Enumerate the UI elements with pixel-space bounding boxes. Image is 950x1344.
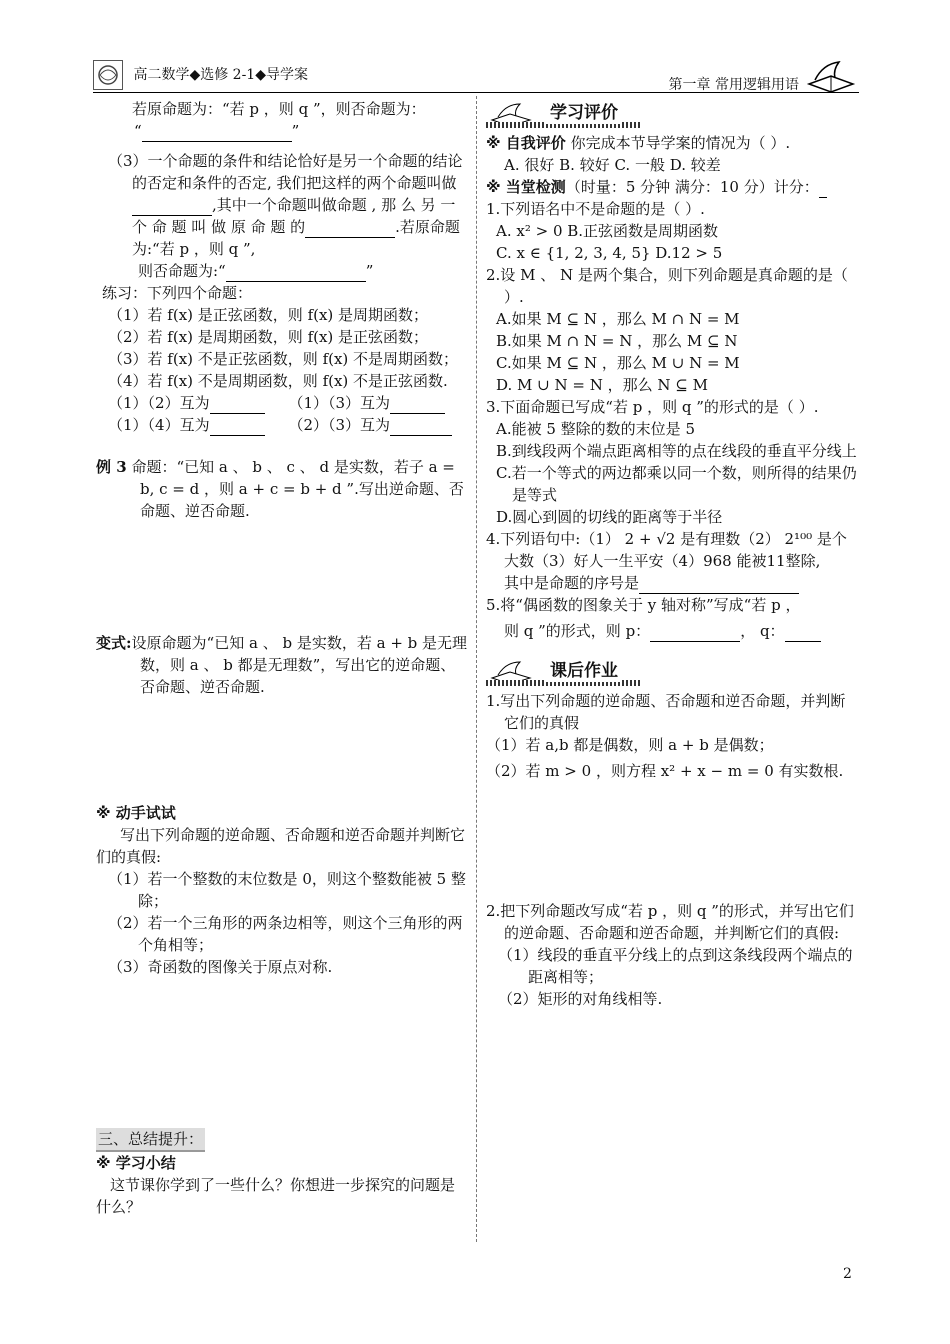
page-header <box>93 52 859 96</box>
option: D. M ∪ N = N ，那么 N ⊆ M <box>496 376 708 394</box>
practice-title: 练习：下列四个命题： <box>102 284 253 302</box>
self-options: A. 很好 B. 较好 C. 一般 D. 较差 <box>504 156 721 174</box>
header-title: 高二数学◆选修 2-1◆导学案 <box>133 67 308 83</box>
question: 2.设 M 、 N 是两个集合，则下列命题是真命题的是（ ）. <box>486 266 848 306</box>
question: 5.将“偶函数的图象关于 y 轴对称”写成“若 p ， <box>486 596 801 614</box>
option: B.如果 M ∩ N = N ，那么 M ⊆ N <box>496 332 738 350</box>
right-column <box>486 98 858 1010</box>
item-3: （3）一个命题的条件和结论恰好是另一个命题的结论的否定和条件的否定, 我们把这样的两个命题叫做,其中一个命题叫做命题 , 那 么 另 一 个 命 题 叫 做 原 命 题 的 .若原命题为:“若 p ，则 q ”, <box>108 152 463 258</box>
practice-item: （4）若 f(x) 不是周期函数，则 f(x) 不是正弦函数. <box>108 372 448 390</box>
text-line: 其中是命题的序号是 <box>486 572 858 594</box>
try-item: （3）奇函数的图像关于原点对称. <box>108 958 333 976</box>
page-number: 2 <box>843 1266 852 1282</box>
option: A. x² > 0 B.正弦函数是周期函数 <box>496 222 719 240</box>
homework-question: 1.写出下列命题的逆命题、否命题和逆否命题，并判断它们的真假 <box>486 692 846 732</box>
header-chapter: 第一章 常用逻辑用语 <box>668 77 799 93</box>
option: C.若一个等式的两边都乘以同一个数，则所得的结果仍是等式 <box>496 464 857 504</box>
check: ※ 当堂检测（时量：5 分钟 满分：10 分）计分： <box>486 176 858 198</box>
homework-item: （1）线段的垂直平分线上的点到这条线段两个端点的距离相等； <box>498 946 853 986</box>
example-3: 例 3 命题：“已知 a 、 b 、 c 、 d 是实数，若子 a = b, c = d ，则 a + c = b + d ”.写出逆命题、否命题、逆否命题. <box>96 458 464 520</box>
try-item: （1）若一个整数的末位数是 0，则这个整数能被 5 整除； <box>108 870 466 910</box>
text-line: 则 q ”的形式，则 p： ， q： <box>486 620 858 642</box>
option: A.能被 5 整除的数的末位是 5 <box>496 420 695 438</box>
summary-heading: 三、总结提升： <box>96 1128 468 1152</box>
text-line: 则否命题为:“ ” <box>138 262 374 280</box>
summary-title: ※ 学习小结 <box>96 1154 176 1172</box>
homework-banner: 课后作业 <box>486 660 858 688</box>
book-icon <box>805 58 857 94</box>
left-column <box>96 98 468 1218</box>
try-title: ※ 动手试试 <box>96 804 176 822</box>
relation-row: （1）（2）互为 （1）（3）互为 <box>96 392 468 414</box>
question: 3.下面命题已写成“若 p ，则 q ”的形式的是（ ）. <box>486 398 819 416</box>
practice-item: （2）若 f(x) 是周期函数，则 f(x) 是正弦函数； <box>108 328 429 346</box>
summary-text: 这节课你学到了一些什么？你想进一步探究的问题是什么？ <box>96 1176 456 1216</box>
try-item: （2）若一个三角形的两条边相等，则这个三角形的两个角相等； <box>108 914 463 954</box>
school-logo-icon <box>93 60 123 90</box>
eval-banner: 学习评价 <box>486 102 858 130</box>
homework-item: （2）若 m > 0 ，则方程 x² + x − m = 0 有实数根. <box>486 762 844 780</box>
option: A.如果 M ⊆ N ，那么 M ∩ N = M <box>496 310 740 328</box>
try-intro: 写出下列命题的逆命题、否命题和逆否命题并判断它们的真假: <box>96 826 466 866</box>
self-eval: ※ 自我评价 你完成本节导学案的情况为（ ）. <box>486 134 791 152</box>
homework-question: 2.把下列命题改写成“若 p ，则 q ”的形式，并写出它们的逆命题、否命题和逆否命题，并判断它们的真假: <box>486 902 854 942</box>
column-divider <box>476 96 477 1242</box>
practice-item: （3）若 f(x) 不是正弦函数，则 f(x) 不是周期函数； <box>108 350 459 368</box>
homework-item: （2）矩形的对角线相等. <box>498 990 663 1008</box>
option: C. x ∈ {1, 2, 3, 4, 5} D.12 > 5 <box>496 244 723 262</box>
header-left <box>93 60 308 90</box>
option: C.如果 M ⊆ N ，那么 M ∪ N = M <box>496 354 740 372</box>
option: B.到线段两个端点距离相等的点在线段的垂直平分线上 <box>496 442 857 460</box>
question: 4.下列语句中:（1） 2 + √2 是有理数（2） 2¹⁰⁰ 是个大数（3）好人一生平安（4）968 能被11整除, <box>486 530 847 570</box>
question: 1.下列语名中不是命题的是（ ）. <box>486 200 705 218</box>
option: D.圆心到圆的切线的距离等于半径 <box>496 508 723 526</box>
text-line: “ ” <box>134 122 300 140</box>
variant: 变式:设原命题为“已知 a 、 b 是实数，若 a + b 是无理数，则 a 、 b 都是无理数”，写出它的逆命题、否命题、逆否命题. <box>96 634 468 696</box>
relation-row: （1）（4）互为 （2）（3）互为 <box>96 414 468 436</box>
homework-item: （1）若 a,b 都是偶数，则 a + b 是偶数； <box>486 736 774 754</box>
practice-item: （1）若 f(x) 是正弦函数，则 f(x) 是周期函数； <box>108 306 429 324</box>
text-line: 若原命题为：“若 p ，则 q ”，则否命题为： <box>132 100 426 118</box>
